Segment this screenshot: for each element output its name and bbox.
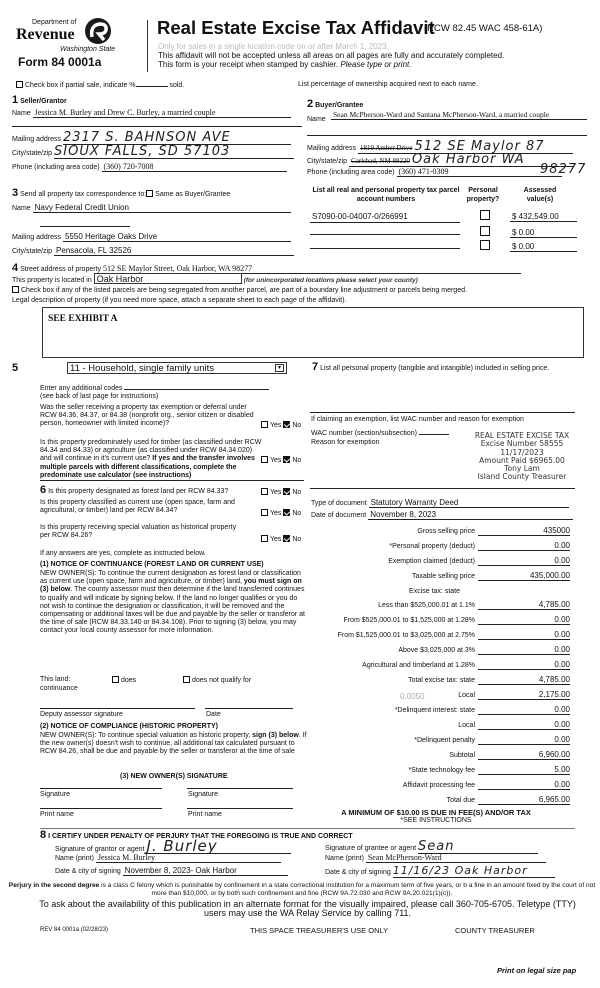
local-rate: 0.0050 — [400, 692, 425, 701]
legal-description-text: SEE EXHIBIT A — [48, 314, 118, 324]
legal-description-box[interactable] — [42, 307, 584, 358]
fee-row-total-state — [305, 675, 575, 687]
logo-revenue: Revenue — [16, 26, 75, 43]
fee-label: Exemption claimed (deduct) — [388, 558, 475, 565]
personal-property-label — [312, 361, 582, 373]
fee-row-penalty — [305, 735, 575, 747]
new-owner-sig-title: (3) NEW OWNER(S) SIGNATURE — [120, 773, 228, 780]
buyer-mail-handwritten: 512 SE Maylor 87 — [414, 139, 545, 154]
minimum-note: A MINIMUM OF $10.00 IS DUE IN FEE(S) AND/OR TAX — [341, 808, 531, 817]
n1-text-a: NEW OWNER(S): To continue the current designation as forest land or classification as current use (open space, farm and agriculture, or timber) land, — [40, 570, 301, 586]
signature-label: Signature — [188, 791, 218, 798]
notice-continuance-title: (1) NOTICE OF CONTINUANCE (FOREST LAND OR CURRENT USE) — [40, 561, 264, 568]
date-city-label: Date & city of signing — [55, 868, 121, 875]
grantor-name-row — [55, 853, 281, 863]
partial-sale — [16, 80, 184, 89]
grantor-sig-label: Signature of grantor or agent — [55, 846, 145, 853]
grantee-date-row — [325, 864, 555, 878]
perjury-note — [4, 882, 600, 897]
yes-label: Yes — [270, 536, 282, 543]
fee-row-gross — [305, 526, 575, 538]
fee-label: Total due — [446, 797, 475, 804]
n2-text-a: NEW OWNER(S): To continue special valuation as historic property, — [40, 732, 253, 739]
correspondence-label: Send all property tax correspondence to: — [20, 191, 147, 198]
no-checkbox[interactable] — [283, 421, 290, 428]
section-6-number: 6 — [40, 484, 47, 496]
print-name-label: Print name — [40, 811, 74, 818]
fee-value[interactable]: 0.00 — [478, 541, 570, 551]
located-field[interactable]: Oak Harbor — [94, 273, 242, 284]
note-2 — [158, 60, 411, 69]
note-1: This affidavit will not be accepted unless all areas on all pages are fully and accurately completed. — [158, 51, 505, 60]
fee-row-tier3 — [305, 630, 575, 642]
stamp-line: Excise Number 58555 — [480, 439, 564, 449]
buyer-name-line2 — [307, 135, 587, 136]
fee-label: Taxable selling price — [411, 573, 475, 580]
parcel-number-field[interactable] — [310, 224, 460, 235]
corr-name-line2 — [40, 226, 130, 227]
stamp-line: Tony Lam — [504, 464, 540, 474]
yes-checkbox[interactable] — [261, 509, 268, 516]
codes-label: Enter any additional codes — [40, 385, 123, 392]
name-print-label: Name (print) — [55, 855, 94, 862]
fee-label: Local — [458, 692, 475, 699]
fee-value[interactable]: 0.00 — [478, 615, 570, 625]
fee-row-personal — [305, 541, 575, 553]
personal-property-checkbox[interactable] — [480, 210, 490, 220]
section-5-number: 5 — [12, 362, 19, 374]
seller-name-line2 — [12, 126, 302, 127]
buyer-zip-handwritten: 98277 — [540, 162, 587, 177]
parcels-col-personal: Personal property? — [466, 187, 500, 203]
fee-label: *Personal property (deduct) — [389, 543, 475, 550]
fee-label: Above $3,025,000 at 3% — [398, 647, 475, 654]
n1-text-b: you must sign on (3) below — [40, 578, 302, 594]
grantor-signature[interactable]: J. Burley — [146, 840, 291, 854]
notice-compliance-text — [40, 732, 308, 757]
seller-mail-label: Mailing address — [12, 136, 62, 143]
q-historical: Is this property receiving special valuation as historical property per RCW 84.26? — [40, 524, 237, 540]
stamp-line: Island County Treasurer — [477, 472, 567, 482]
rev-number: REV 84 0001a (02/28/23) — [40, 927, 109, 933]
n2-text-c: . If the new owner(s) doesn't wish to continue, all additional tax calculated pursuant to RCW 84.26, shall be due and payable by the seller or transferor at the time of sale — [40, 732, 307, 756]
parcel-row — [310, 210, 577, 223]
does-label: does — [121, 677, 137, 684]
seller-mail-field[interactable]: 2317 S. BAHNSON AVE — [63, 131, 291, 145]
segregated-label: Check box if any of the listed parcels are being segregated from another parcel, are part of a boundary line adjustment or parcels being merged. — [21, 287, 467, 294]
fee-row-processing — [305, 780, 575, 792]
q-timber-text: Is this property predominately used for timber (as classified under RCW 84.34 and 84.33) or agriculture (as classified under RCW 84.34.020) and will continue in it's current use? — [40, 439, 262, 463]
same-as-buyer-checkbox[interactable] — [146, 190, 153, 197]
corr-name-row — [12, 203, 291, 213]
date-label: Date — [206, 711, 221, 718]
grantee-date-field[interactable]: 11/16/23 Oak Harbor — [393, 864, 555, 878]
does-not-option — [183, 676, 251, 684]
segregated-row — [12, 286, 467, 294]
seller-phone-label: Phone (including area code) — [12, 164, 100, 171]
parcel-number-field[interactable]: S7090-00-04007-0/266991 — [310, 212, 460, 223]
q-current-use: Is this property classified as current use (open space, farm and agricultural, or timber) land per RCW 84.34? — [40, 499, 235, 515]
header-divider — [147, 20, 148, 72]
fee-row-tech — [305, 765, 575, 777]
corr-name-label: Name — [12, 205, 31, 212]
buyer-mail-struck: 1819 Amber Drive — [359, 144, 413, 152]
grantee-name-field[interactable]: Sean McPherson-Ward — [366, 853, 546, 863]
signature-label: Signature — [40, 791, 70, 798]
correspondence-heading — [12, 187, 230, 199]
does-checkbox[interactable] — [112, 676, 119, 683]
seller-city-row — [12, 145, 294, 159]
fee-label: *Delinquent interest: state — [394, 707, 475, 714]
buyer-city-struck: Carlsbad, NM 88220 — [351, 157, 410, 165]
deputy-date-line[interactable] — [205, 708, 293, 709]
buyer-phone-label: Phone (including area code) — [307, 169, 395, 176]
wac-label: WAC number (section/subsection) — [311, 430, 417, 437]
codes-field[interactable] — [124, 383, 269, 390]
fee-value[interactable]: 0.00 — [478, 735, 570, 745]
if-yes-note: If any answers are yes, complete as instructed below. — [40, 550, 206, 557]
date-city-label: Date & city of signing — [325, 869, 391, 876]
page-title: Real Estate Excise Tax Affidavit — [157, 17, 435, 38]
seller-phone-field[interactable]: (360) 720-7008 — [102, 162, 287, 172]
notice-compliance-title: (2) NOTICE OF COMPLIANCE (HISTORIC PROPERTY) — [40, 723, 218, 730]
corr-mail-field[interactable]: 5550 Heritage Oaks Drive — [63, 232, 291, 242]
yes-label: Yes — [270, 489, 282, 496]
fee-row-subtotal — [305, 750, 575, 762]
q-forest-answer — [261, 488, 301, 496]
dropdown-arrow-icon[interactable]: ▾ — [275, 364, 284, 372]
fee-row-tier1 — [305, 600, 575, 612]
corr-mail-label: Mailing address — [12, 234, 62, 241]
fee-row-delinquent-state — [305, 705, 575, 717]
buyer-phone-field[interactable]: (360) 471-0309 — [397, 167, 562, 177]
no-checkbox[interactable] — [283, 488, 290, 495]
yes-label: Yes — [270, 422, 282, 429]
grantee-name-row — [325, 853, 546, 863]
seller-city-field[interactable]: SIOUX FALLS, SD 57103 — [54, 145, 294, 159]
does-not-label: does not qualify for — [192, 677, 252, 684]
fee-label: Less than $525,000.01 at 1.1% — [378, 602, 475, 609]
corr-name-field[interactable]: Navy Federal Credit Union — [33, 203, 291, 213]
use-code-value: 11 - Household, single family units — [70, 363, 214, 374]
see-back: (see back of last page for instructions) — [40, 393, 159, 400]
no-checkbox[interactable] — [283, 509, 290, 516]
grantee-sig-row — [325, 840, 538, 854]
seller-name-label: Name — [12, 110, 31, 117]
no-label: No — [292, 422, 302, 429]
parcel-number-field[interactable] — [310, 238, 460, 249]
fee-label: From $525,000.01 to $1,525,000 at 1.28% — [343, 617, 475, 624]
fee-value[interactable]: 6,960.00 — [478, 750, 570, 760]
no-label: No — [292, 510, 302, 517]
no-checkbox[interactable] — [283, 456, 290, 463]
fee-label: Agricultural and timberland at 1.28% — [362, 662, 475, 669]
fee-value[interactable]: 6,965.00 — [478, 795, 570, 805]
perjury-text: is a class C felony which is punishable by confinement in a state correctional institution for a maximum term of five years, or b a fine in an amount fixed by the court of not more than $10,000, or by both such confinement and fine (RCW 9A.72.030 and RCW 9A.20.021(1)(c)). — [99, 882, 596, 897]
seller-city-label: City/state/zip — [12, 150, 53, 157]
buyer-name-label: Name — [307, 116, 326, 123]
buyer-heading-text: Buyer/Grantee — [315, 102, 364, 109]
q-timber-answer — [261, 456, 301, 464]
yes-checkbox[interactable] — [261, 488, 268, 495]
section-1-number: 1 — [12, 94, 19, 106]
seller-heading-text: Seller/Grantor — [20, 98, 67, 105]
doc-date-label: Date of document — [311, 512, 367, 519]
county-treasurer: COUNTY TREASURER — [455, 926, 535, 935]
name-print-label: Name (print) — [325, 855, 364, 862]
does-option — [112, 676, 136, 684]
buyer-city-row — [307, 153, 574, 167]
see-instructions: *SEE INSTRUCTIONS — [400, 817, 472, 824]
fee-label: From $1,525,000.01 to $3,025,000 at 2.75% — [337, 632, 475, 639]
stamp-line: 11/17/2023 — [500, 447, 544, 457]
fee-value[interactable]: 0.00 — [478, 556, 570, 566]
seller-name-field[interactable]: Jessica M. Burley and Drew C. Burley, a married couple — [33, 108, 291, 118]
fee-row-total-due — [305, 795, 575, 807]
grantor-name-field[interactable]: Jessica M. Burley — [96, 853, 281, 863]
no-checkbox[interactable] — [283, 535, 290, 542]
fee-row-delinquent-local — [305, 720, 575, 732]
no-label: No — [292, 536, 302, 543]
yes-checkbox[interactable] — [261, 456, 268, 463]
same-as-buyer-label: Same as Buyer/Grantee — [155, 191, 231, 198]
fee-value[interactable]: 0.00 — [478, 660, 570, 670]
parcel-row — [310, 238, 577, 252]
fee-value[interactable]: 0.00 — [478, 705, 570, 715]
sold-label: sold. — [169, 82, 185, 89]
personal-property-checkbox[interactable] — [480, 240, 490, 250]
fee-value[interactable]: 435,000.00 — [478, 571, 570, 581]
located-row — [12, 273, 418, 284]
divider — [40, 480, 304, 481]
codes-row — [40, 383, 269, 392]
fee-row-taxable — [305, 571, 575, 583]
located-label: This property is located in — [12, 277, 92, 284]
yes-checkbox[interactable] — [261, 535, 268, 542]
doc-date-field[interactable]: November 8, 2023 — [368, 510, 573, 520]
does-not-checkbox[interactable] — [183, 676, 190, 683]
street-label: Street address of property — [20, 266, 102, 273]
certify-text: I CERTIFY UNDER PENALTY OF PERJURY THAT THE FOREGOING IS TRUE AND CORRECT — [48, 833, 353, 840]
grantee-signature[interactable]: Sean — [418, 840, 538, 854]
n1-text-c: . The county assessor must then determine if the land transferred continues to qualify and will indicate by signing below. If the land no longer qualifies or you do not wish to continue the designation or classification, it will be removed and the compensating or additional taxes will be due and payable by the seller or transferor at the time of sale (RCW 84.33.140 or 84.34.108). Prior to signing (3) below, you may contact your local county assessor for more information. — [40, 586, 305, 635]
fee-value[interactable]: 0.00 — [478, 630, 570, 640]
reason-label: Reason for exemption — [311, 439, 380, 446]
fee-heading-excise — [305, 586, 575, 598]
assessed-value-field[interactable]: $ 0.00 — [510, 228, 577, 238]
corr-city-row — [12, 246, 294, 256]
q-exemption: Was the seller receiving a property tax exemption or deferral under RCW 84.36, 84.37, or 84.38 (nonprofit org., senior citizen or disabled person, homeowner with limited income)? — [40, 404, 254, 428]
fee-value[interactable]: 4,785.00 — [478, 675, 570, 685]
corr-city-field[interactable]: Pensacola, FL 32526 — [54, 246, 294, 256]
fee-row-agri — [305, 660, 575, 672]
section-7-text: List all personal property (tangible and intangible) included in selling price. — [320, 365, 550, 372]
no-label: No — [292, 489, 302, 496]
yes-label: Yes — [270, 510, 282, 517]
fee-label: Affidavit processing fee — [402, 782, 475, 789]
deputy-label: Deputy assessor signature — [40, 711, 123, 718]
buyer-mail-label: Mailing address — [307, 145, 357, 152]
doc-type-row — [311, 498, 569, 508]
section-2-number: 2 — [307, 98, 314, 110]
fee-row-tier4 — [305, 645, 575, 657]
fee-value[interactable]: 435000 — [478, 526, 570, 536]
fee-label: Local — [458, 722, 475, 729]
fee-value[interactable]: 4,785.00 — [478, 600, 570, 610]
print-name-line[interactable] — [187, 808, 293, 809]
notice-continuance-text — [40, 570, 308, 636]
legal-label: Legal description of property (if you need more space, attach a separate sheet to each page of the affidavit). — [12, 297, 347, 304]
q-forest — [40, 484, 228, 496]
stamp-line: REAL ESTATE EXCISE TAX — [474, 431, 570, 440]
fee-value[interactable]: 5.00 — [478, 765, 570, 775]
buyer-heading — [307, 98, 363, 110]
doc-type-label: Type of document — [311, 500, 367, 507]
fee-row-tier2 — [305, 615, 575, 627]
alt-format-note: To ask about the availability of this publication in an alternate format for the visually impaired, please call 360-705-6705. Teletype (TTY) users may use the WA Relay Service by calling 711. — [39, 899, 576, 918]
exemption-note: If claiming an exemption, list WAC number and reason for exemption — [311, 416, 524, 423]
signature-line[interactable] — [187, 788, 293, 789]
seller-mail-row — [12, 131, 291, 145]
fee-value[interactable]: 0.00 — [478, 780, 570, 790]
fee-label: *Delinquent penalty — [414, 737, 475, 744]
fee-label: *State technology fee — [408, 767, 475, 774]
grantor-sig-row — [55, 837, 291, 855]
buyer-city-label: City/state/zip — [307, 158, 348, 165]
continuance-label: continuance — [40, 685, 78, 692]
fee-value[interactable]: 0.00 — [478, 720, 570, 730]
note-gray: Only for sales in a single location code on or after March 1, 2023. — [158, 42, 389, 51]
fee-row-local — [305, 690, 575, 702]
doc-type-field[interactable]: Statutory Warranty Deed — [369, 498, 569, 508]
street-field[interactable]: 512 SE Maylor Street, Oak Harbor, WA 98277 — [101, 264, 521, 274]
parcel-row — [310, 224, 577, 238]
fee-label: Subtotal — [449, 752, 475, 759]
fee-value[interactable]: 2,175.00 — [478, 690, 570, 700]
wac-row — [311, 429, 449, 437]
logo-dept-of: Department of — [32, 19, 77, 26]
seller-heading — [12, 94, 67, 106]
seller-phone-row — [12, 162, 287, 172]
personal-property-line[interactable] — [310, 412, 575, 413]
partial-sale-label: Check box if partial sale, indicate % — [25, 82, 136, 89]
parcels-col-number: List all real and personal property tax parcel account numbers — [312, 187, 460, 203]
fee-label: Total excise tax: state — [408, 677, 475, 684]
perjury-bold: Perjury in the second degree — [8, 882, 100, 889]
assessed-value-field[interactable]: $ 432,549.00 — [510, 212, 577, 222]
legal-size-note: Print on legal size pap — [497, 966, 577, 975]
note-2-italic: Please type or print. — [340, 60, 412, 69]
q-historical-answer — [261, 535, 301, 543]
buyer-city-handwritten: Oak Harbor WA — [411, 152, 525, 167]
grantor-date-field[interactable]: November 8, 2023- Oak Harbor — [123, 866, 288, 876]
dor-logo-icon — [84, 17, 112, 45]
doc-date-row — [311, 510, 573, 520]
segregated-checkbox[interactable] — [12, 286, 19, 293]
divider — [310, 488, 575, 489]
corr-mail-row — [12, 232, 291, 242]
deputy-sig-line[interactable] — [40, 708, 195, 709]
title-rcw: (RCW 82.45 WAC 458-61A) — [424, 23, 543, 34]
dor-logo — [16, 16, 116, 72]
parcels-col-assessed: Assessed value(s) — [523, 187, 557, 203]
corr-city-label: City/state/zip — [12, 248, 53, 255]
q-exemption-answer — [261, 421, 301, 429]
buyer-name-field[interactable]: Sean McPherson-Ward and Santana McPherson-Ward, a married couple — [331, 111, 587, 120]
assessed-value-field[interactable]: $ 0.00 — [510, 242, 577, 252]
this-land-label: This land: — [40, 676, 71, 683]
logo-state: Washington State — [60, 46, 116, 53]
q-timber — [40, 439, 262, 480]
fee-label: Gross selling price — [417, 528, 475, 535]
section-4-number: 4 — [12, 262, 19, 274]
grantee-sig-label: Signature of grantee or agent — [325, 845, 417, 852]
treasurer-stamp — [462, 432, 582, 482]
fee-value[interactable]: 0.00 — [478, 645, 570, 655]
personal-property-checkbox[interactable] — [480, 226, 490, 236]
located-note: (for unincorporated locations please select your county) — [243, 277, 418, 284]
treasurer-use: THIS SPACE TREASURER'S USE ONLY — [250, 926, 389, 935]
n2-text-b: sign (3) below — [252, 732, 299, 739]
print-name-label: Print name — [188, 811, 222, 818]
partial-sale-checkbox[interactable] — [16, 81, 23, 88]
yes-checkbox[interactable] — [261, 421, 268, 428]
section-3-number: 3 — [12, 187, 19, 199]
seller-name-row — [12, 108, 291, 118]
q-forest-text: Is this property designated as forest land per RCW 84.33? — [48, 488, 229, 495]
yes-label: Yes — [270, 457, 282, 464]
print-name-line[interactable] — [40, 808, 162, 809]
signature-line[interactable] — [40, 788, 162, 789]
no-label: No — [292, 457, 302, 464]
q-current-use-answer — [261, 509, 301, 517]
partial-pct-field[interactable] — [136, 80, 168, 87]
wac-field[interactable] — [419, 429, 449, 435]
fee-row-exemption — [305, 556, 575, 568]
form-number: Form 84 0001a — [18, 55, 102, 69]
section-8-number: 8 — [40, 829, 47, 841]
stamp-line: Amount Paid $6965.00 — [479, 455, 565, 465]
q-timber-bold: If yes and the transfer involves multiple parcels with different classifications, complete the predominate use calculator (see instructions) — [40, 455, 255, 479]
grantor-date-row — [55, 866, 288, 876]
list-pct-note: List percentage of ownership acquired next to each name. — [298, 81, 478, 88]
section-7-number: 7 — [312, 361, 319, 373]
use-code-select[interactable] — [67, 362, 287, 374]
fee-label: Excise tax: state — [409, 588, 460, 595]
note-2-text: This form is your receipt when stamped by cashier. — [158, 60, 339, 69]
buyer-phone-row — [307, 167, 562, 177]
